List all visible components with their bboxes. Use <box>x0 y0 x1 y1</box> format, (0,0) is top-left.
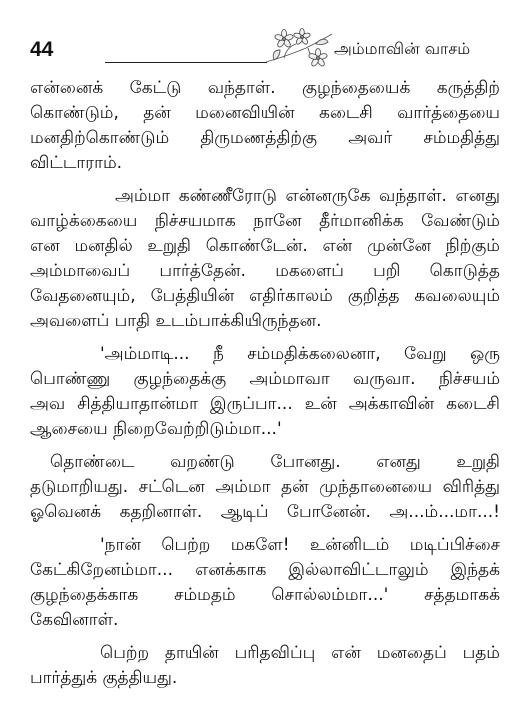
text-line: பார்த்துக் குத்தியது. <box>30 668 178 688</box>
body-text <box>30 76 500 699</box>
text-line: வாழ்க்கையை நிச்சயமாக நானே தீர்மானிக்க வேண்டும் <box>30 211 500 231</box>
text-line: விட்டாராம். <box>30 153 123 173</box>
paragraph <box>30 533 500 633</box>
text-line: என்னைக் கேட்டு வந்தாள். குழந்தையைக் கருத்திற் <box>30 78 500 98</box>
text-line: ஓவெனக் கதறினாள். ஆடிப் போனேன். அ...ம்...மா...! <box>30 502 500 522</box>
text-line: கேட்கிறேனம்மா... எனக்காக இல்லாவிட்டாலும் இந்தக் <box>30 560 500 580</box>
text-line: கேவினாள். <box>30 610 119 630</box>
text-line: பொண்ணு குழந்தைக்கு அம்மாவா வருவா. நிச்சயம் <box>30 369 500 389</box>
text-line: வேதனையும், பேத்தியின் எதிர்காலம் குறித்த கவலையும் <box>30 286 500 306</box>
text-line: அம்மாவைப் பார்த்தேன். மகளைப் பறி கொடுத்த <box>30 261 500 281</box>
text-line: ஆசையை நிறைவேற்றிடும்மா...' <box>30 419 282 439</box>
paragraph <box>30 641 500 691</box>
text-line: 'அம்மாடி... நீ சம்மதிக்கலைனா, வேறு ஒரு <box>100 344 500 364</box>
running-title: அம்மாவின் வாசம் <box>334 39 471 58</box>
paragraph <box>30 76 500 176</box>
text-line: அம்மா கண்ணீரோடு என்னருகே வந்தாள். எனது <box>115 186 500 206</box>
paragraph <box>30 342 500 442</box>
text-line: என மனதில் உறுதி கொண்டேன். என் முன்னே நிற்கும் <box>30 236 500 256</box>
paragraph <box>30 450 500 525</box>
text-line: கொண்டும், தன் மனைவியின் கடைசி வார்த்தையை <box>30 103 500 123</box>
text-line: மனதிற்கொண்டும் திருமணத்திற்கு அவர் சம்மதித்து <box>30 128 500 148</box>
page-number: 44 <box>30 38 54 61</box>
floral-ornament-icon <box>262 28 336 72</box>
text-line: பெற்ற தாயின் பரிதவிப்பு என் மனதைப் பதம் <box>100 643 500 663</box>
text-line: தொண்டை வறண்டு போனது. எனது உறுதி <box>50 452 500 472</box>
text-line: அவளைப் பாதி உடம்பாக்கியிருந்தன. <box>30 311 322 331</box>
paragraph <box>30 184 500 334</box>
header-rule <box>105 62 267 63</box>
text-line: அவ சித்தியாதான்மா இருப்பா... உன் அக்காவின் கடைசி <box>30 394 500 414</box>
text-line: குழந்தைக்காக சம்மதம் சொல்லம்மா...' சத்தமாகக் <box>30 585 500 605</box>
text-line: தடுமாறியது. சட்டென அம்மா தன் முந்தானையை விரித்து <box>30 477 500 497</box>
text-line: 'நான் பெற்ற மகளே! உன்னிடம் மடிப்பிச்சை <box>100 535 500 555</box>
